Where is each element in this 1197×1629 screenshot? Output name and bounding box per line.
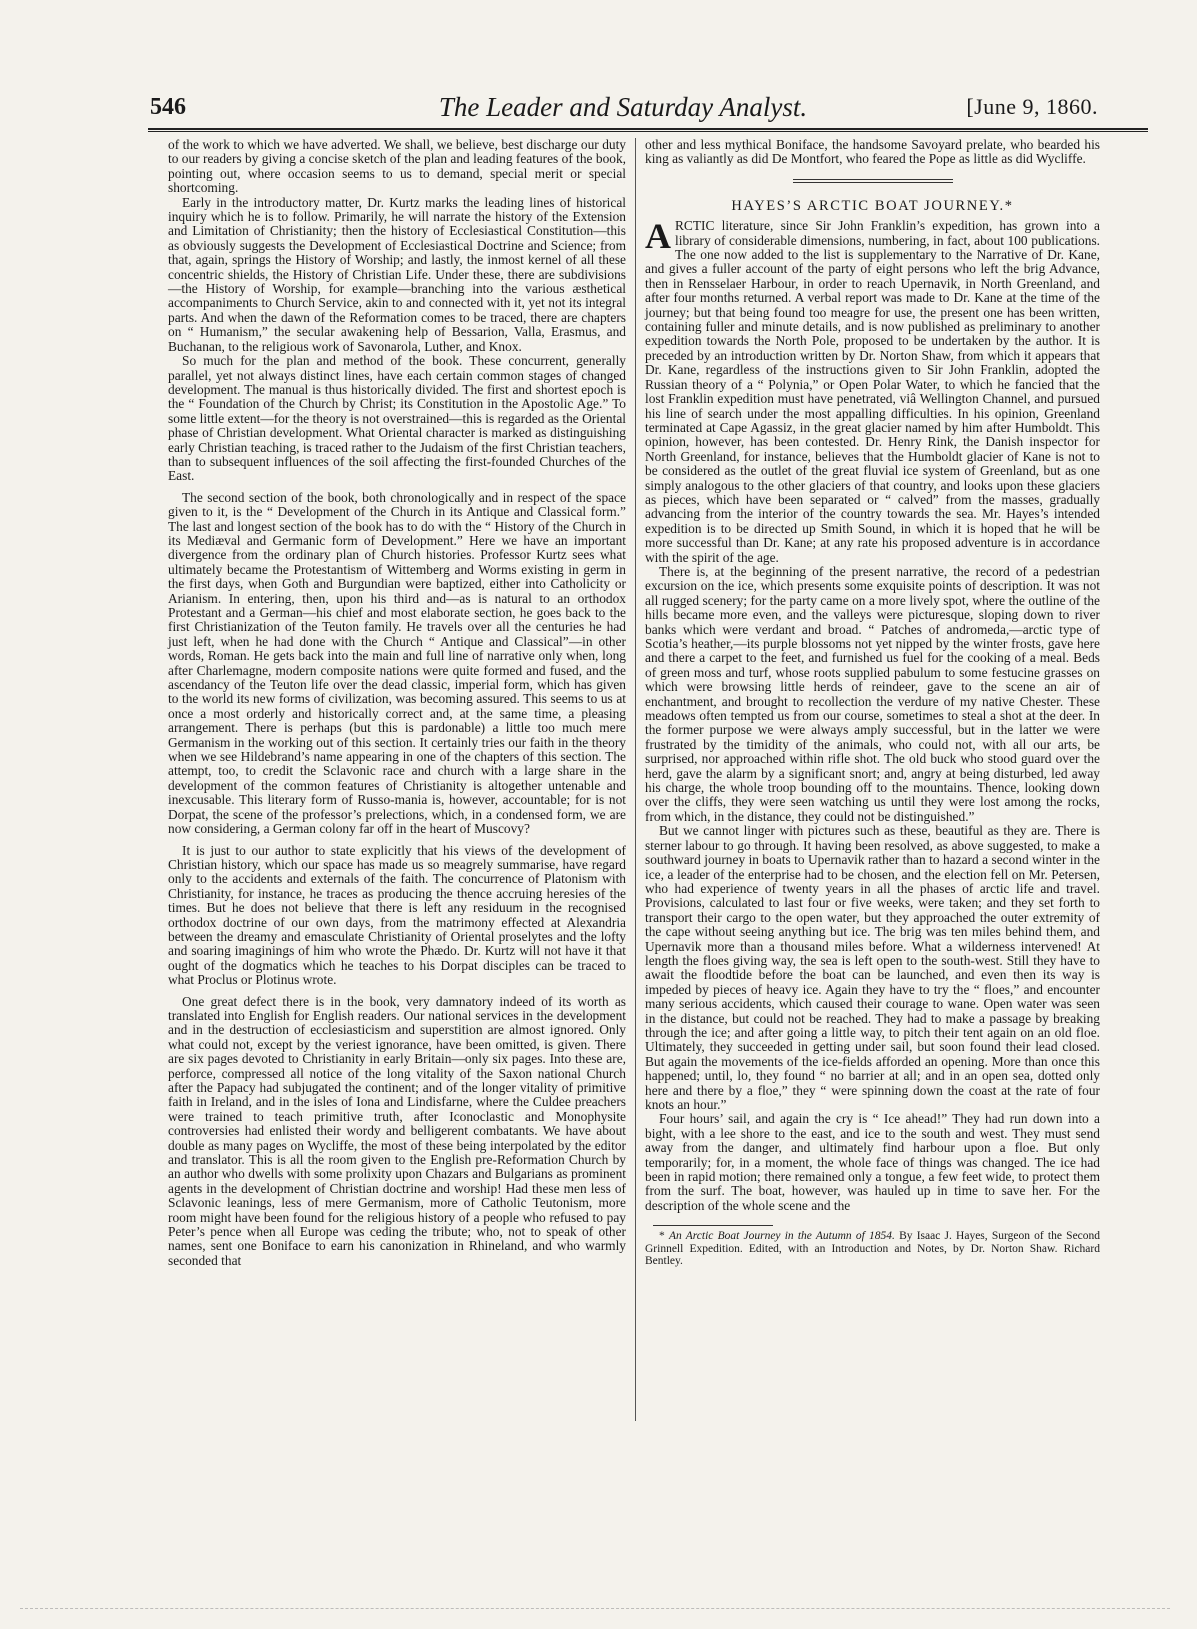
page-number: 546 [150,94,186,120]
lead-paragraph [645,216,1100,565]
footnote-text: By Isaac J. Hayes, Surgeon of the Second Grinnell Expedition. Edited, with an Introduction and Notes, by Dr. Norton Shaw. Richard Bentley. [645,1230,1101,1268]
publication-title: The Leader and Saturday Analyst. [438,92,808,122]
section-divider [793,179,953,183]
scan-edge [20,1608,1170,1609]
paragraph: of the work to which we have adverted. We shall, we believe, best discharge our duty to our readers by giving a concise sketch of the plan and leading features of the book, pointing out, where occasion seems to us to demand, special merit or special shortcoming. [168,137,626,196]
footnote-marker: * [659,1230,665,1243]
lead-text: RCTIC literature, since Sir John Franklin’s expedition, has grown into a library of considerable dimensions, numbering, in fact, about 100 publications. The one now added to the list is supplementary to the Narrative of Dr. Kane, and gives a fuller account of the party of eight persons who left the brig Advance, then in Rensselaer Harbour, in order to reach Upernavik, in North Greenland, and after four months returned. A verbal report was made to Dr. Kane at the time of the journey; but that being found too meagre for use, the present one has been written, containing fuller and minute details, and is now published as preliminary to another expedition towards the North Pole, proposed to be undertaken by the author. It is preceded by an introduction written by Dr. Norton Shaw, from which it appears that Dr. Kane, regardless of the instructions given to Sir John Franklin, adopted the Russian theory of a “ Polynia,” or Open Polar Water, to which he fancied that the lost Franklin expedition must have penetrated, viâ Wellington Channel, and pursued his line of search under the most appalling difficulties. In his opinion, Greenland terminated at Cape Agassiz, in the great glacier named by him after Humboldt. This opinion, however, has been contested. Dr. Henry Rink, the Danish inspector for North Greenland, for instance, believes that the Humboldt glacier of Kane is not to be considered as the outlet of the great fluvial ice system of Greenland, but as one simply analogous to the other glaciers of that country, and looks upon these glaciers as pieces, which have been separated or “ calved” from the masses, gradually advancing from the interior of the country towards the sea. Mr. Hayes’s intended expedition is to be directed up Smith Sound, in which it is hoped that he will be more successful than Dr. Kane; at any rate his proposed adventure is in accordance with the spirit of the age. [645,218,1100,565]
issue-date: [June 9, 1860. [966,94,1098,119]
footnote-book-title: An Arctic Boat Journey in the Autumn of 1854. [668,1230,895,1243]
paragraph: So much for the plan and method of the book. These concurrent, generally parallel, yet not always distinct lines, have each certain common stages of changed development. The manual is thus historically divided. The first and shortest epoch is the “ Foundation of the Church by Christ; its Constitution in the Apostolic Age.” To some little extent—for the theory is not overstrained—this is regarded as the Oriental phase of Christian development. What Oriental character is marked as distinguishing early Christian teaching, is traced rather to the Judaism of the first Christian teachers, than to subsequent influences of the soil affecting the first-founded Churches of the East. [168,353,626,484]
paragraph: It is just to our author to state explicitly that his views of the development of Christian history, which our space has made us so meagrely summarise, have regard only to the accidents and externals of the faith. The concurrence of Platonism with Christianity, for instance, he traces as producing the thence accruing heresies of the times. But he does not believe that there is left any residuum in the recognised orthodox doctrine of our own days, from the matrimony effected at Alexandria between the dreamy and emasculate Christianity of Oriental proselytes and the lofty and soaring imaginings of him who wrote the Phædo. Dr. Kurtz will not have it that ought of the dogmatics which he teaches to his Dorpat disciples can be traced to what Proclus or Plotinus wrote. [168,842,626,988]
right-column [645,138,1100,1268]
carry-over-paragraph: other and less mythical Boniface, the handsome Savoyard prelate, who bearded his king as valiantly as did De Montfort, who feared the Pope as little as did Wycliffe. [645,137,1100,167]
drop-cap: A [645,216,671,257]
column-divider [635,138,636,1421]
article-title: HAYES’S ARCTIC BOAT JOURNEY.* [731,197,1014,214]
header-rule [148,128,1148,132]
paragraph: The second section of the book, both chronologically and in respect of the space given to it, is the “ Development of the Church in its Antique and Classical form.” The last and longest section of the book has to do with the “ History of the Church in its Mediæval and Germanic form of Development.” Here we have an important divergence from the ordinary plan of Church histories. Professor Kurtz sees what ultimately became the Protestantism of Wittemberg and Worms existing in germ in the first days, when Goth and Burgundian were baptized, either into Catholicity or Arianism. In entering, then, upon his third and—as is natural to an orthodox Protestant and a German—his chief and most elaborate section, he goes back to the first Christianization of the Teuton family. He travels over all the centuries he had just left, when he had done with the Church “ Antique and Classical”—in other words, Roman. He gets back into the main and full line of narrative only when, long after Charlemagne, modern composite nations were quite formed and fused, and the ascendancy of the Teuton life over the dead classic, imperial form, which has given to the world its new forms of civilization, was becoming assured. This seems to us at once a most orderly and historically correct and, at the same time, a pleasing arrangement. There is perhaps (but this is pardonable) a little too much mere Germanism in the working out of this section. It certainly tries our faith in the theory when we see Hildebrand’s name appearing in one of the chapters of this section. The attempt, too, to credit the Sclavonic race and church with a large share in the development of the common features of Christianity is altogether untenable and inexcusable. This literary form of Russo-mania is, however, accountable; for is not Dorpat, the scene of the professor’s prelections, which, in a condensed form, we are now considering, a German colony far off in the heart of Muscovy? [168,489,626,837]
paragraph: Four hours’ sail, and again the cry is “ Ice ahead!” They had run down into a bight, with a lee shore to the east, and ice to the south and west. They must send away from the danger, and ultimately find harbour upon a floe. But only temporarily; for, in a moment, the whole face of things was changed. The ice had been in rapid motion; there remained only a tongue, a few feet wide, to protect them from the surf. The boat, however, was hauled up in time to save her. For the description of the whole scene and the [645,1111,1100,1213]
footnote [645,1230,1100,1268]
paragraph: But we cannot linger with pictures such as these, beautiful as they are. There is sterner labour to go through. It having been resolved, as above suggested, to make a southward journey in boats to Upernavik rather than to hazard a second winter in the ice, a leader of the enterprise had to be chosen, and the election fell on Mr. Petersen, who had experience of twenty years in all the phases of arctic life and travel. Provisions, calculated to last four or five weeks, were taken; and they set forth to transport their cargo to the open water, but they approached the outer extremity of the cape without seeing anything but ice. The brig was ten miles behind them, and Upernavik more than a thousand miles before. What a wilderness intervened! At length the floes giving way, the sea is left open to the south-west. Still they have to await the floodtide before the boat can be launched, and even then its way is impeded by pieces of heavy ice. Again they have to try the “ floes,” and encounter many serious accidents, which caused their courage to wane. Open water was seen in the distance, but could not be reached. They had to make a passage by breaking through the ice; and after going a little way, to pitch their tent again on an old floe. Ultimately, they succeeded in getting under sail, but soon found their lead closed. But again the movements of the ice-fields afforded an opening. More than once this happened; until, lo, they found “ no barrier at all; and in an open sea, dotted only here and there by a floe,” they “ were spinning down the coast at the rate of four knots an hour.” [645,823,1100,1112]
left-column [168,138,626,1268]
page-header [148,86,1098,126]
paragraph: There is, at the beginning of the present narrative, the record of a pedestrian excursion on the ice, which presents some exquisite points of description. It was not all rugged scenery; for the party came on a more lively spot, where the outline of the hills became more even, and the valleys were picturesque, sloping down to river banks which were verdant and broad. “ Patches of andromeda,—arctic type of Scotia’s heather,—its purple blossoms not yet nipped by the winter frosts, gave here and there a carpet to the feet, and furnished us fuel for the cooking of a meal. Beds of green moss and turf, whose roots supplied pabulum to some festucine grasses on which were browsing little herds of reindeer, gave to the scene an air of enchantment, and brought to recollection the verdure of my native Chester. These meadows often tempted us from our course, sometimes to steal a shot at the deer. In the former purpose we were always amply successful, but in the latter we were frustrated by the timidity of the animals, who could not, with all our arts, be surprised, nor approached within rifle shot. The old buck who stood guard over the herd, gave the alarm by a significant snort; and, angry at being disturbed, led away his charge, the whole troop bounding off to the mountains. Thence, looking down over the cliffs, they were seen watching us until they were lost among the rocks, from which, in the distance, they could not be distinguished.” [645,563,1100,824]
paragraph: Early in the introductory matter, Dr. Kurtz marks the leading lines of historical inquiry which he is to follow. Primarily, he will narrate the history of the Extension and Limitation of Christianity; then the history of Ecclesiastical Constitution—this as obviously suggests the Development of Ecclesiastical Doctrine and Science; from that, again, springs the History of Worship; and lastly, the inmost kernel of all these concentric shields, the History of Christian Life. Under these, there are subdivisions—the History of Worship, for example—branching into the various æsthetical accompaniments to Church Service, akin to and connected with it, yet not its integral parts. And when the dawn of the Reformation comes to be traced, there are chapters on “ Humanism,” the secular awakening help of Bessarion, Valla, Erasmus, and Buchanan, to the religious work of Savonarola, Luther, and Knox. [168,194,626,354]
footnote-rule [653,1225,773,1226]
paragraph: One great defect there is in the book, very damnatory indeed of its worth as translated into English for English readers. Our national services in the development and in the destruction of ecclesiasticism and superstition are almost ignored. Only what could not, except by the veriest ignorance, have been omitted, is given. There are six pages devoted to Christianity in early Britain—only six pages. Into these are, perforce, compressed all notice of the long vitality of the Saxon national Church after the Papacy had subjugated the continent; and of the longer vitality of primitive faith in Ireland, and in the isles of Iona and Lindisfarne, where the Culdee preachers were trained to teach primitive truth, after Iconoclastic and Monophysite controversies had enlisted their wordy and belligerent combatants. We have about double as many pages on Wycliffe, the most of these being interpolated by the editor and translator. This is all the room given to the English pre-Reformation Church by an author who dwells with some prolixity upon Chazars and Bulgarians as prominent agents in the development of Christian doctrine and worship! Had these men less of Sclavonic leanings, less of mere Germanism, more of Catholic Teutonism, more room might have been found for the religious history of a people who refused to pay Peter’s pence when all Europe was ceding the tribute; who, not to speak of other names, sent one Boniface to earn his canonization in Rhineland, and who warmly seconded that [168,993,626,1268]
